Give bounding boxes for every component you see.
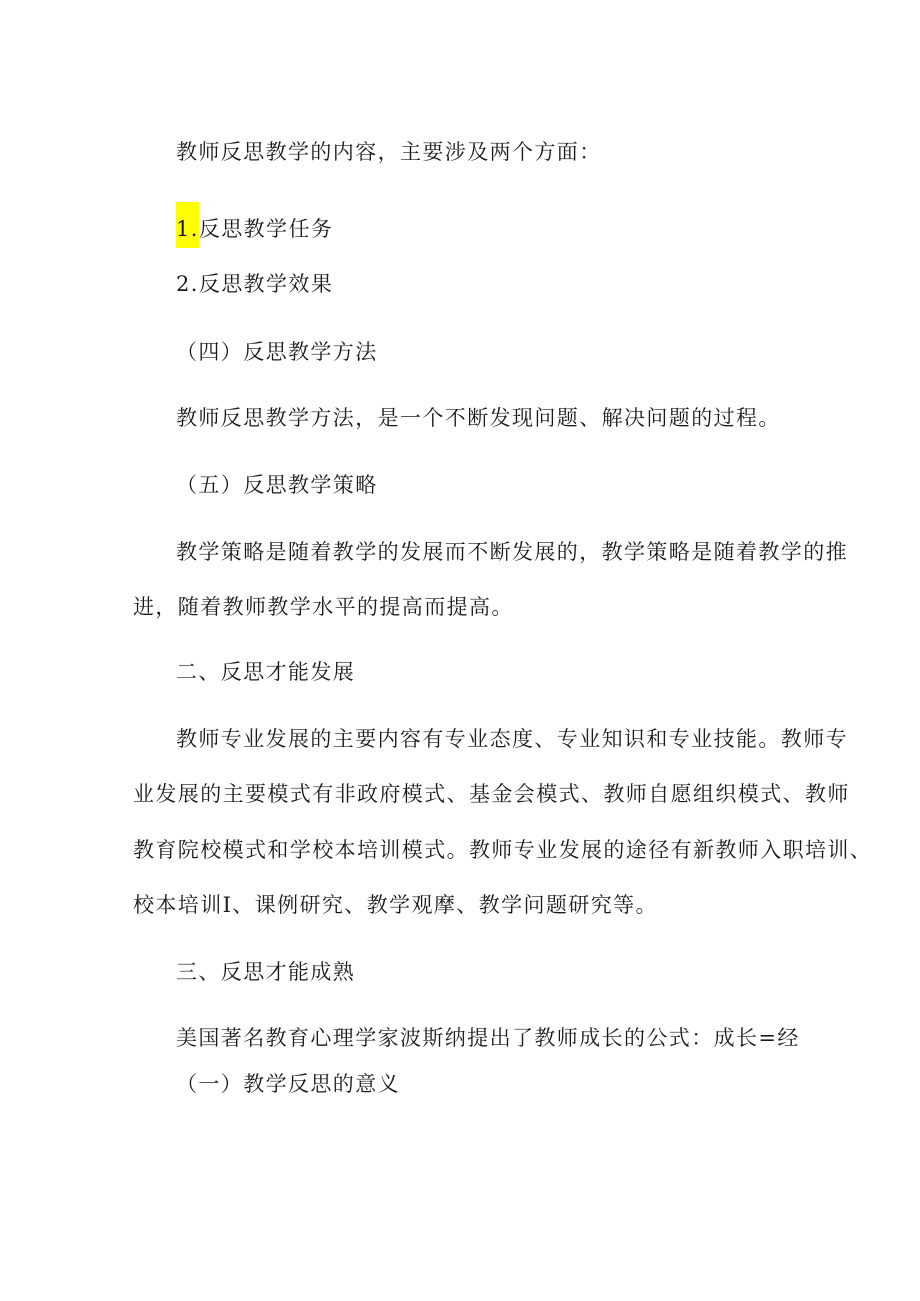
list-item-2: 2.反思教学效果 <box>176 272 334 296</box>
section-heading-5: （五）反思教学策略 <box>176 473 378 497</box>
development-paragraph-line-2: 业发展的主要模式有非政府模式、基金会模式、教师自愿组织模式、教师 <box>133 782 850 806</box>
list-item-1-text: 反思教学任务 <box>198 217 334 241</box>
highlighted-number: 1. <box>176 202 199 248</box>
section-heading-4: （四）反思教学方法 <box>176 340 378 364</box>
subsection-heading-one: （一）教学反思的意义 <box>176 1072 400 1096</box>
strategy-paragraph-line-1: 教学策略是随着教学的发展而不断发展的，教学策略是随着教学的推 <box>176 540 848 564</box>
method-paragraph: 教师反思教学方法，是一个不断发现问题、解决问题的过程。 <box>176 406 781 430</box>
section-heading-three: 三、反思才能成熟 <box>176 960 356 984</box>
formula-paragraph: 美国著名教育心理学家波斯纳提出了教师成长的公式：成长=经 <box>176 1026 800 1050</box>
development-paragraph-line-4: 校本培训I、课例研究、教学观摩、教学问题研究等。 <box>133 893 658 917</box>
development-paragraph-line-1: 教师专业发展的主要内容有专业态度、专业知识和专业技能。教师专 <box>176 727 848 751</box>
strategy-paragraph-line-2: 进，随着教师教学水平的提高而提高。 <box>133 595 514 619</box>
development-paragraph-line-3: 教育院校模式和学校本培训模式。教师专业发展的途径有新教师入职培训、 <box>133 838 873 862</box>
intro-paragraph: 教师反思教学的内容，主要涉及两个方面： <box>176 140 602 164</box>
list-item-1 <box>176 202 333 248</box>
section-heading-two: 二、反思才能发展 <box>176 660 356 684</box>
